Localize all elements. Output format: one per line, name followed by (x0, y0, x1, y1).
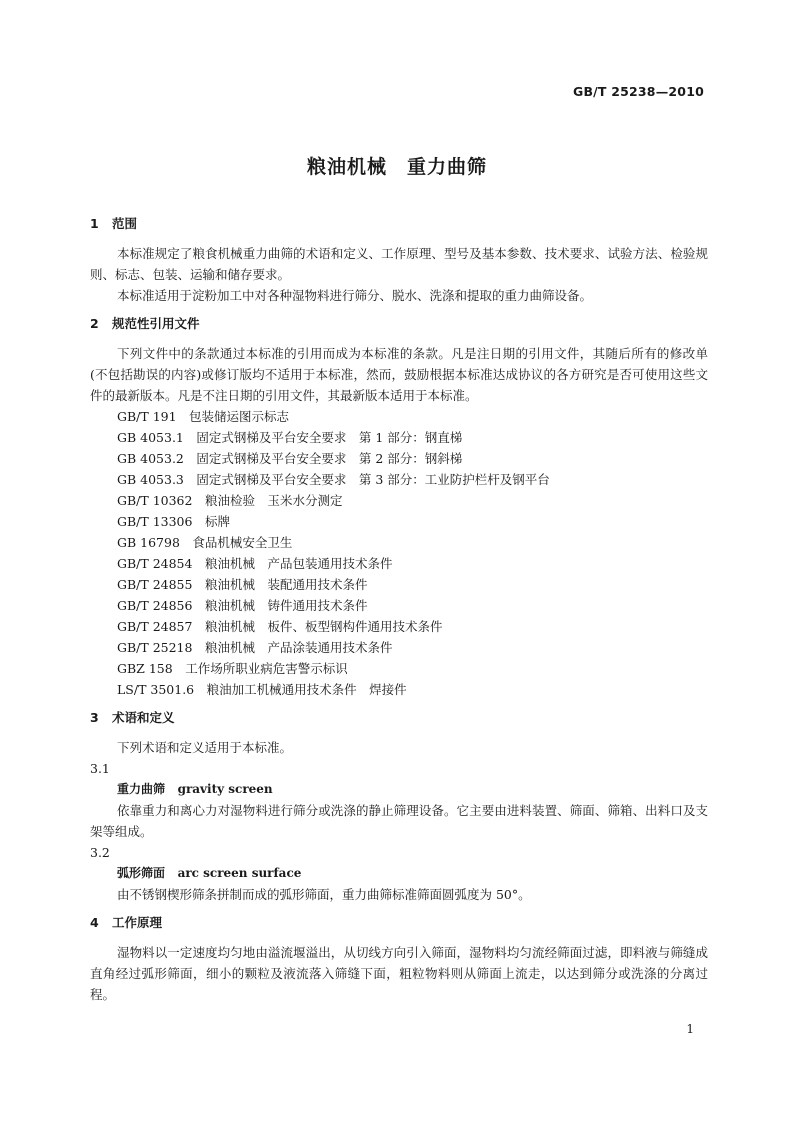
section-3-heading (90, 708, 708, 728)
section-number: 1 (90, 216, 99, 231)
term-heading (90, 779, 708, 800)
reference-item: GB/T 25218 粮油机械 产品涂装通用技术条件 (117, 640, 393, 655)
reference-item: GB/T 10362 粮油检验 玉米水分测定 (117, 493, 343, 508)
principle-paragraph: 湿物料以一定速度均匀地由溢流堰溢出，从切线方向引入筛面，湿物料均匀流经筛面过滤，即料液与筛缝成直角经过弧形筛面，细小的颗粒及液流落入筛缝下面，粗粒物料则从筛面上流走，以达到筛分或洗涤的分离过程。 (90, 945, 708, 1002)
term-zh: 重力曲筛 (117, 782, 166, 796)
reference-item: GB/T 24856 粮油机械 铸件通用技术条件 (117, 598, 368, 613)
reference-item: GB/T 24854 粮油机械 产品包装通用技术条件 (117, 556, 393, 571)
references-intro: 下列文件中的条款通过本标准的引用而成为本标准的条款。凡是注日期的引用文件，其随后所有的修改单(不包括勘误的内容)或修订版均不适用于本标准，然而，鼓励根据本标准达成协议的各方研究是否可使用这些文件的最新版本。凡是不注日期的引用文件，其最新版本适用于本标准。 (90, 346, 708, 403)
term-number: 3.1 (90, 761, 110, 776)
reference-item: LS/T 3501.6 粮油加工机械通用技术条件 焊接件 (117, 682, 407, 697)
standard-code: GB/T 25238—2010 (572, 84, 704, 99)
reference-item: GB 4053.3 固定式钢梯及平台安全要求 第 3 部分：工业防护栏杆及钢平台 (117, 472, 550, 487)
section-number: 2 (90, 316, 99, 331)
section-title: 工作原理 (112, 915, 163, 930)
reference-item: GB 16798 食品机械安全卫生 (117, 535, 293, 550)
term-en: gravity screen (177, 782, 273, 796)
reference-item: GB 4053.2 固定式钢梯及平台安全要求 第 2 部分：钢斜梯 (117, 451, 463, 466)
reference-item: GB/T 24855 粮油机械 装配通用技术条件 (117, 577, 368, 592)
term-definition: 由不锈钢楔形筛条拼制而成的弧形筛面，重力曲筛标准筛面圆弧度为 50°。 (117, 887, 531, 902)
reference-item: GBZ 158 工作场所职业病危害警示标识 (117, 661, 348, 676)
section-title: 范围 (112, 216, 138, 231)
document-title: 粮油机械 重力曲筛 (306, 156, 487, 178)
section-title: 术语和定义 (112, 710, 175, 725)
term-en: arc screen surface (177, 866, 302, 880)
reference-list (90, 406, 708, 700)
term-number: 3.2 (90, 845, 110, 860)
section-4-heading (90, 913, 708, 933)
section-title: 规范性引用文件 (112, 316, 200, 331)
scope-paragraph-2: 本标准适用于淀粉加工中对各种湿物料进行筛分、脱水、洗涤和提取的重力曲筛设备。 (117, 288, 593, 303)
page-number: 1 (686, 1022, 694, 1036)
term-definition: 依靠重力和离心力对湿物料进行筛分或洗涤的静止筛理设备。它主要由进料装置、筛面、筛箱、出料口及支架等组成。 (90, 803, 708, 839)
reference-item: GB/T 13306 标牌 (117, 514, 230, 529)
term-heading (90, 863, 708, 884)
section-2-heading (90, 314, 708, 334)
document-body (90, 214, 708, 1005)
reference-item: GB 4053.1 固定式钢梯及平台安全要求 第 1 部分：钢直梯 (117, 430, 463, 445)
section-number: 3 (90, 710, 99, 725)
section-1-heading (90, 214, 708, 234)
terms-intro: 下列术语和定义适用于本标准。 (117, 740, 293, 755)
scope-paragraph-1: 本标准规定了粮食机械重力曲筛的术语和定义、工作原理、型号及基本参数、技术要求、试验方法、检验规则、标志、包装、运输和储存要求。 (90, 246, 708, 282)
reference-item: GB/T 191 包装储运图示标志 (117, 409, 290, 424)
section-number: 4 (90, 915, 99, 930)
term-zh: 弧形筛面 (117, 866, 166, 880)
reference-item: GB/T 24857 粮油机械 板件、板型钢构件通用技术条件 (117, 619, 443, 634)
